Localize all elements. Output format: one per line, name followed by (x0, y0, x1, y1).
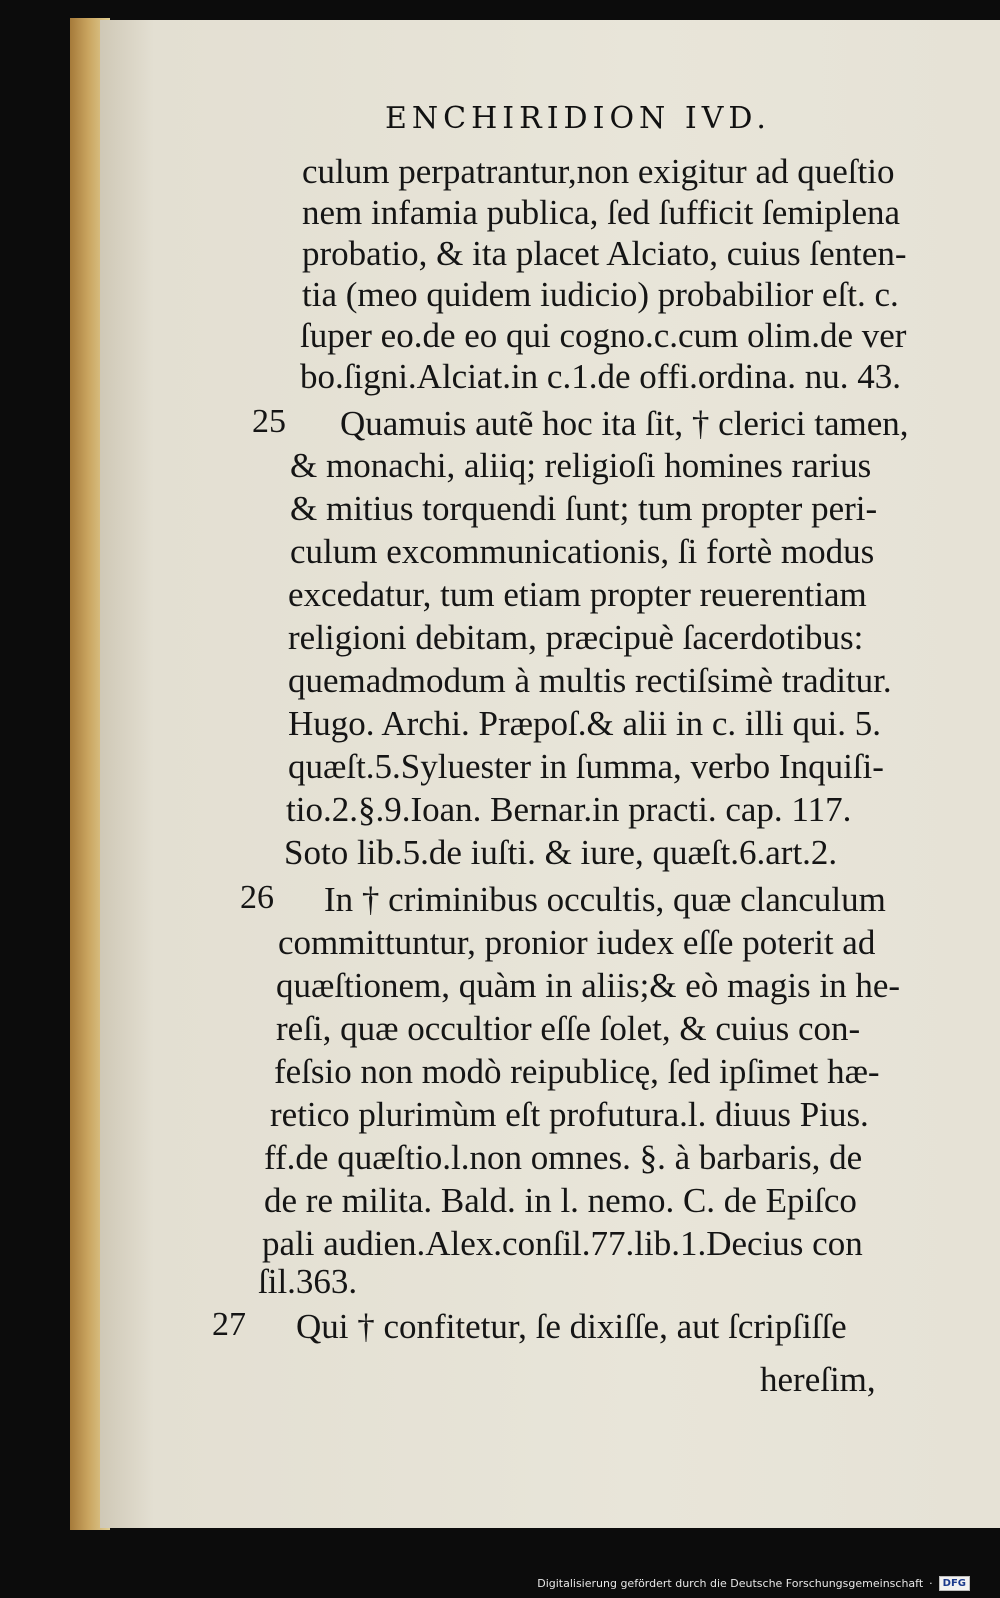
text-line: ſuper eo.de eo qui cogno.c.cum olim.de ver (300, 316, 907, 355)
text-line: quæſtionem, quàm in aliis;& eò magis in he- (276, 966, 901, 1005)
text-line: retico plurimùm eſt profutura.l. diuus Pius. (270, 1095, 869, 1134)
paragraph-number: 26 (240, 879, 274, 916)
text-line: excedatur, tum etiam propter reuerentiam (288, 575, 867, 614)
dfg-logo-icon: DFG (939, 1576, 970, 1591)
text-line: nem infamia publica, ſed ſufficit ſemiplena (302, 193, 901, 232)
text-line: In † criminibus occultis, quæ clanculum (324, 880, 886, 919)
catchword: hereſim, (760, 1360, 876, 1399)
text-line: pali audien.Alex.conſil.77.lib.1.Decius con (262, 1224, 863, 1263)
text-line: tio.2.§.9.Ioan. Bernar.in practi. cap. 117. (286, 790, 852, 829)
text-line: & monachi, aliiq; religioſi homines rarius (290, 446, 872, 485)
running-head: ENCHIRIDION IVD. (385, 101, 771, 136)
text-line: ſil.363. (258, 1262, 358, 1301)
text-line: de re milita. Bald. in l. nemo. C. de Epiſco (264, 1181, 857, 1220)
credit-text: Digitalisierung gefördert durch die Deutsche Forschungsgemeinschaft (537, 1576, 924, 1590)
paragraph-number: 27 (212, 1306, 246, 1343)
text-line: Hugo. Archi. Præpoſ.& alii in c. illi qui. 5. (288, 704, 882, 743)
digitization-credit: Digitalisierung gefördert durch die Deutsche Forschungsgemeinschaft · DFG (537, 1572, 970, 1594)
text-line: ff.de quæſtio.l.non omnes. §. à barbaris, de (264, 1138, 863, 1177)
text-line: Qui † confitetur, ſe dixiſſe, aut ſcripſiſſe (296, 1307, 847, 1346)
text-line: reſi, quæ occultior eſſe ſolet, & cuius con- (276, 1009, 861, 1048)
text-line: culum excommunicationis, ſi fortè modus (290, 532, 875, 571)
text-line: tia (meo quidem iudicio) probabilior eſt. c. (302, 275, 899, 314)
text-line: Quamuis autẽ hoc ita ſit, † clerici tamen, (340, 404, 909, 443)
text-line: & mitius torquendi ſunt; tum propter peri- (290, 489, 878, 528)
paragraph-number: 25 (252, 403, 286, 440)
text-line: feſsio non modò reipublicę, ſed ipſimet hæ- (274, 1052, 880, 1091)
text-line: quemadmodum à multis rectiſsimè traditur. (288, 661, 892, 700)
text-line: bo.ſigni.Alciat.in c.1.de offi.ordina. nu. 43. (300, 357, 902, 396)
text-line: Soto lib.5.de iuſti. & iure, quæſt.6.art.2. (284, 833, 838, 872)
text-line: committuntur, pronior iudex eſſe poterit ad (278, 923, 876, 962)
text-line: quæſt.5.Syluester in ſumma, verbo Inquiſi- (288, 747, 884, 786)
text-line: probatio, & ita placet Alciato, cuius ſenten- (302, 234, 907, 273)
text-line: culum perpatrantur,non exigitur ad queſtio (302, 152, 895, 191)
text-line: religioni debitam, præcipuè ſacerdotibus: (288, 618, 864, 657)
